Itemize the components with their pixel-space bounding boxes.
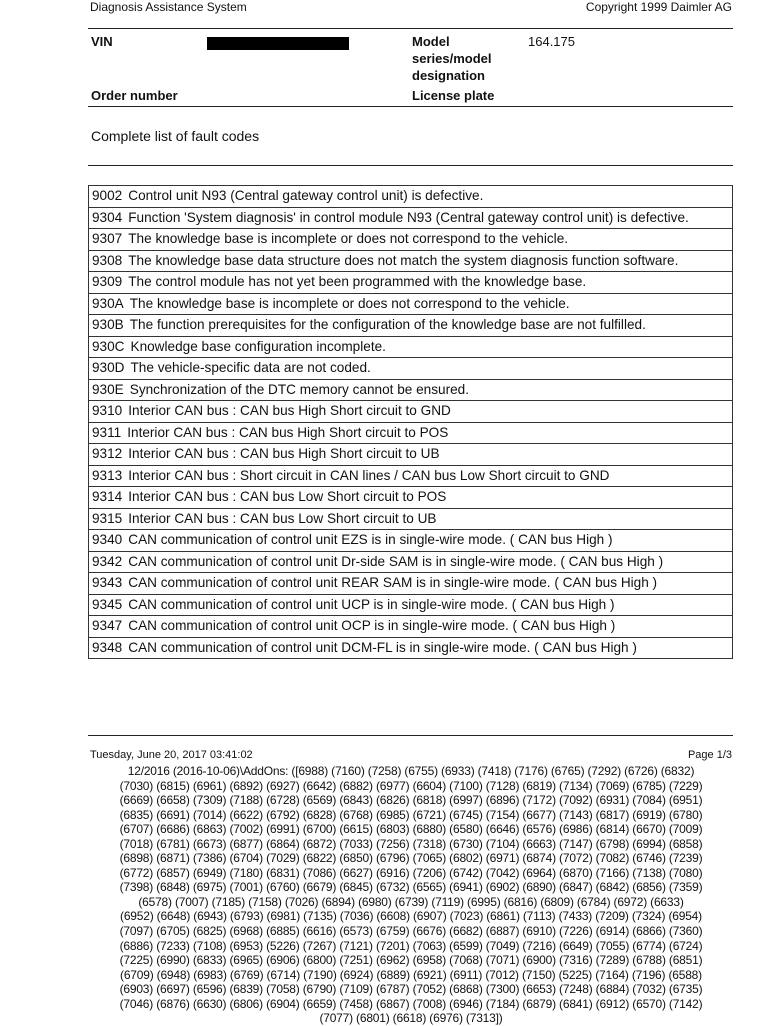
fault-code-cell <box>89 508 733 530</box>
fault-code: 9307 <box>92 231 123 246</box>
fault-code: 9304 <box>92 209 123 225</box>
fault-description: CAN communication of control unit Dr-side SAM is in single-wire mode. ( CAN bus High ) <box>128 553 664 569</box>
fault-code-cell <box>89 637 733 659</box>
page-number: Page 1/3 <box>687 749 732 761</box>
fault-code: 930C <box>92 338 125 354</box>
fault-description: Interior CAN bus : CAN bus High Short circuit to POS <box>127 424 449 440</box>
fault-code: 930E <box>92 381 124 397</box>
fault-code-cell <box>89 315 733 337</box>
print-timestamp: Tuesday, June 20, 2017 03:41:02 <box>90 749 253 761</box>
section-title: Complete list of fault codes <box>91 128 260 144</box>
fault-description: The control module has not yet been programmed with the knowledge base. <box>128 274 587 289</box>
model-label-line3: designation <box>412 68 485 83</box>
fault-code-cell <box>89 379 733 401</box>
fault-description: The knowledge base is incomplete or does not correspond to the vehicle. <box>128 231 569 246</box>
fault-code-cell <box>89 336 733 358</box>
section-divider <box>88 165 733 166</box>
fault-description: The function prerequisites for the configuration of the knowledge base are not fulfilled. <box>129 317 646 332</box>
fault-code-cell <box>89 293 733 315</box>
fault-code-cell <box>89 186 733 208</box>
fault-code: 9002 <box>92 188 123 203</box>
header-divider <box>88 28 733 29</box>
fault-code: 930B <box>92 317 124 332</box>
fault-code-row <box>89 401 733 423</box>
fault-description: Interior CAN bus : Short circuit in CAN lines / CAN bus Low Short circuit to GND <box>128 467 610 483</box>
fault-description: Interior CAN bus : CAN bus Low Short circuit to POS <box>128 489 447 504</box>
fault-code: 9340 <box>92 532 123 547</box>
fault-description: Function 'System diagnosis' in control module N93 (Central gateway control unit) is defective. <box>128 209 689 225</box>
fault-description: Control unit N93 (Central gateway control unit) is defective. <box>128 188 484 203</box>
fault-description: CAN communication of control unit DCM-FL is in single-wire mode. ( CAN bus High ) <box>128 639 637 655</box>
fault-code-row <box>89 207 733 229</box>
model-label-line2: series/model <box>412 51 492 66</box>
fault-code: 930A <box>92 295 124 311</box>
footer-divider <box>88 735 733 736</box>
fault-code-cell <box>89 530 733 552</box>
copyright: Copyright 1999 Daimler AG <box>585 0 732 14</box>
fault-code: 9342 <box>92 553 123 569</box>
license-plate-label: License plate <box>412 88 495 103</box>
fault-code-cell <box>89 401 733 423</box>
fault-code-row <box>89 186 733 208</box>
fault-description: CAN communication of control unit EZS is in single-wire mode. ( CAN bus High ) <box>128 532 613 547</box>
fault-code-row <box>89 530 733 552</box>
fault-description: Interior CAN bus : CAN bus High Short circuit to UB <box>128 446 440 461</box>
fault-code-row <box>89 358 733 380</box>
fault-code-row <box>89 508 733 530</box>
fault-code-row <box>89 379 733 401</box>
fault-code-cell <box>89 616 733 638</box>
addons-list: 12/2016 (2016-10-06)\AddOns: ([6988) (7160) (7258) (6755) (6933) (7418) (7176) (6765) (7292) (6726) (6832) (7030) (6815) (6961) (6892) (6927) (6642) (6882) (6977) (6604) (7100) (7128) (6819) (7134) (7069) (6785) (7229) (6669) (6658) (7309) (7188) (6728) (6569) (6843) (6826) (6818) (6997) (6896) (7172) (7092) (6931) (7084) (6951) (6835) (6691) (7014) (6622) (6792) (6828) (6768) (6985) (6721) (6745) (7154) (6677) (7143) (6817) (6919) (6780) (6707) (6686) (6863) (7002) (6991) (6700) (6615) (6803) (6880) (6580) (6646) (6576) (6986) (6814) (6670) (7009) (7018) (6781) (6673) (6877) (6864) (6872) (7033) (7256) (7318) (6730) (7104) (6663) (7147) (6798) (6994) (6858) (6898) (6871) (7386) (6704) (7029) (6822) (6850) (6796) (7065) (6802) (6971) (6874) (7072) (7082) (6746) (7239) (6772) (6857) (6949) (7180) (6831) (7086) (6627) (6916) (7206) (6742) (7042) (6964) (6870) (7166) (7138) (7080) (7398) (6848) (6975) (7001) (6760) (6679) (6845) (6732) (6565) (6941) (6902) (6890) (6847) (6842) (6856) (7359) (6578) (7007) (7185) (7158) (7026) (6894) (6980) (6739) (7119) (6995) (6816) (6809) (6784) (6972) (6633) (6952) (6648) (6943) (6793) (6981) (7135) (7036) (6608) (6907) (7023) (6861) (7113) (7433) (7209) (7324) (6954) (7097) (6705) (6825) (6968) (6885) (6616) (6573) (6759) (6676) (6682) (6887) (6910) (7226) (6914) (6866) (7360) (6886) (7233) (7108) (6953) (5226) (7267) (7121) (7201) (7063) (6599) (7049) (7216) (6649) (7055) (6774) (6724) (7225) (6990) (6833) (6965) (6906) (6800) (7251) (6962) (6958) (7068) (7071) (6900) (7316) (7289) (6788) (6851) (6709) (6948) (6983) (6769) (6714) (7190) (6924) (6889) (6921) (6911) (7012) (7150) (5225) (7164) (7196) (6588) (6903) (6697) (6596) (6839) (7058) (6790) (7109) (6787) (7052) (6868) (7300) (6653) (7248) (6884) (7032) (6735) (7046) (6876) (6630) (6806) (6904) (6659) (7458) (6867) (7008) (6946) (7184) (6879) (6841) (6912) (6570) (7142) (7077) (6801) (6618) (6976) (7313]) <box>119 764 703 1026</box>
fault-code: 9348 <box>92 639 123 655</box>
fault-code: 9345 <box>92 596 123 612</box>
fault-description: CAN communication of control unit UCP is in single-wire mode. ( CAN bus High ) <box>128 596 615 612</box>
fault-code-row <box>89 487 733 509</box>
fault-code: 9310 <box>92 403 123 418</box>
fault-code: 930D <box>92 360 125 375</box>
order-number-label: Order number <box>91 88 178 103</box>
fault-code-cell <box>89 358 733 380</box>
fault-code-row <box>89 444 733 466</box>
fault-code-cell <box>89 250 733 272</box>
fault-description: The knowledge base data structure does not match the system diagnosis function software. <box>128 252 679 268</box>
fault-code: 9343 <box>92 575 123 590</box>
fault-code: 9312 <box>92 446 123 461</box>
fault-code-row <box>89 616 733 638</box>
fault-code: 9309 <box>92 274 123 289</box>
fault-code-row <box>89 637 733 659</box>
fault-code-row <box>89 293 733 315</box>
fault-description: CAN communication of control unit REAR SAM is in single-wire mode. ( CAN bus High ) <box>128 575 658 590</box>
fault-code: 9314 <box>92 489 123 504</box>
fault-code: 9315 <box>92 510 123 526</box>
fault-code-row <box>89 551 733 573</box>
fault-code-row <box>89 250 733 272</box>
fault-code-row <box>89 594 733 616</box>
fault-code-cell <box>89 422 733 444</box>
fault-description: Synchronization of the DTC memory cannot be ensured. <box>129 381 470 397</box>
fault-code-cell <box>89 272 733 294</box>
model-label-line1: Model <box>412 34 450 49</box>
fault-code-cell <box>89 444 733 466</box>
fault-code-table <box>88 185 733 659</box>
fault-code: 9308 <box>92 252 123 268</box>
fault-code-row <box>89 315 733 337</box>
fault-description: The knowledge base is incomplete or does not correspond to the vehicle. <box>129 295 570 311</box>
fault-description: Interior CAN bus : CAN bus Low Short circuit to UB <box>128 510 437 526</box>
fault-description: The vehicle-specific data are not coded. <box>130 360 371 375</box>
fault-code-row <box>89 229 733 251</box>
fault-code: 9313 <box>92 467 123 483</box>
fault-code-row <box>89 272 733 294</box>
model-value: 164.175 <box>528 34 575 49</box>
fault-code-cell <box>89 229 733 251</box>
app-name: Diagnosis Assistance System <box>90 0 247 14</box>
fault-description: Interior CAN bus : CAN bus High Short circuit to GND <box>128 403 451 418</box>
fault-code: 9347 <box>92 618 123 633</box>
vin-redacted <box>207 37 349 50</box>
fault-code-cell <box>89 207 733 229</box>
fault-code-row <box>89 422 733 444</box>
fault-description: CAN communication of control unit OCP is in single-wire mode. ( CAN bus High ) <box>128 618 616 633</box>
vin-label: VIN <box>91 34 113 49</box>
fault-code-row <box>89 336 733 358</box>
fault-code: 9311 <box>92 424 122 440</box>
vehicle-divider <box>88 106 733 107</box>
fault-code-row <box>89 573 733 595</box>
fault-code-row <box>89 465 733 487</box>
fault-code-cell <box>89 594 733 616</box>
fault-description: Knowledge base configuration incomplete. <box>130 338 386 354</box>
fault-code-cell <box>89 551 733 573</box>
fault-code-cell <box>89 573 733 595</box>
fault-code-cell <box>89 487 733 509</box>
fault-code-cell <box>89 465 733 487</box>
